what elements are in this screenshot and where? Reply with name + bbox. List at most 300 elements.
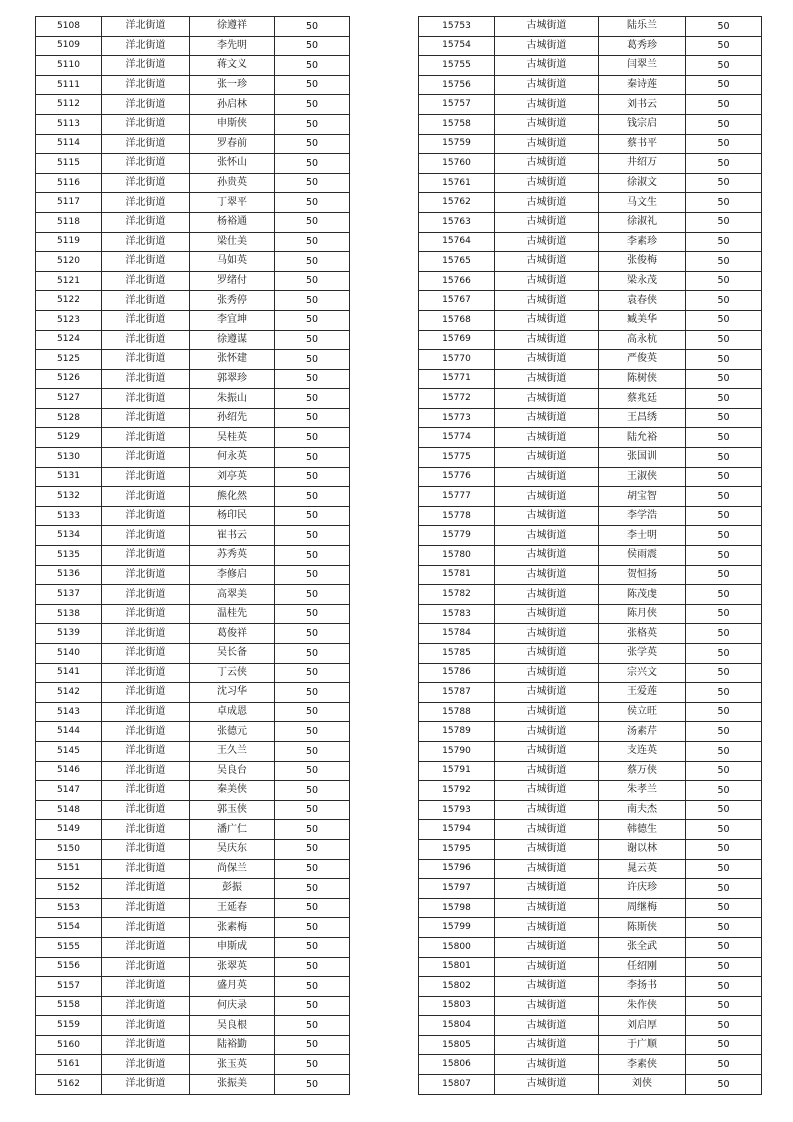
record-id-cell: 15754 [419, 36, 495, 56]
district-cell: 古城街道 [495, 683, 599, 703]
name-cell: 周继梅 [599, 898, 686, 918]
name-cell: 胡宝智 [599, 487, 686, 507]
table-row [419, 761, 762, 781]
name-cell: 许庆珍 [599, 879, 686, 899]
amount-cell: 50 [686, 996, 762, 1016]
record-id-cell: 15802 [419, 977, 495, 997]
record-id-cell: 5155 [36, 937, 102, 957]
name-cell: 侯雨震 [599, 546, 686, 566]
amount-cell: 50 [275, 1075, 350, 1095]
amount-cell: 50 [686, 173, 762, 193]
name-cell: 潘广仁 [190, 820, 275, 840]
table-row [419, 428, 762, 448]
district-cell: 古城街道 [495, 232, 599, 252]
table-row [419, 408, 762, 428]
table-row [36, 56, 350, 76]
table-row [36, 957, 350, 977]
amount-cell: 50 [275, 448, 350, 468]
record-id-cell: 15781 [419, 565, 495, 585]
amount-cell: 50 [686, 918, 762, 938]
amount-cell: 50 [275, 839, 350, 859]
table-row [419, 977, 762, 997]
table-row [419, 291, 762, 311]
district-cell: 洋北街道 [102, 134, 190, 154]
table-row [419, 526, 762, 546]
district-cell: 洋北街道 [102, 350, 190, 370]
name-cell: 陈斯侠 [599, 918, 686, 938]
district-cell: 洋北街道 [102, 879, 190, 899]
table-row [419, 36, 762, 56]
record-id-cell: 5147 [36, 781, 102, 801]
name-cell: 张学英 [599, 644, 686, 664]
name-cell: 王淑侠 [599, 467, 686, 487]
table-row [36, 369, 350, 389]
name-cell: 秦美侠 [190, 781, 275, 801]
record-id-cell: 5138 [36, 604, 102, 624]
record-id-cell: 15765 [419, 252, 495, 272]
amount-cell: 50 [686, 330, 762, 350]
amount-cell: 50 [275, 506, 350, 526]
table-row [36, 879, 350, 899]
name-cell: 陈月侠 [599, 604, 686, 624]
record-id-cell: 5158 [36, 996, 102, 1016]
name-cell: 严俊英 [599, 350, 686, 370]
amount-cell: 50 [275, 800, 350, 820]
name-cell: 罗绪付 [190, 271, 275, 291]
record-id-cell: 15799 [419, 918, 495, 938]
table-row [36, 36, 350, 56]
district-cell: 洋北街道 [102, 1075, 190, 1095]
record-id-cell: 15782 [419, 585, 495, 605]
amount-cell: 50 [275, 114, 350, 134]
amount-cell: 50 [275, 271, 350, 291]
name-cell: 高翠美 [190, 585, 275, 605]
record-id-cell: 5161 [36, 1055, 102, 1075]
record-id-cell: 15807 [419, 1075, 495, 1095]
table-row [419, 937, 762, 957]
record-id-cell: 5108 [36, 17, 102, 37]
district-cell: 洋北街道 [102, 154, 190, 174]
record-id-cell: 5110 [36, 56, 102, 76]
name-cell: 徐淑文 [599, 173, 686, 193]
amount-cell: 50 [686, 820, 762, 840]
amount-cell: 50 [686, 977, 762, 997]
district-cell: 古城街道 [495, 506, 599, 526]
district-cell: 洋北街道 [102, 898, 190, 918]
table-row [36, 448, 350, 468]
record-id-cell: 15798 [419, 898, 495, 918]
district-cell: 洋北街道 [102, 604, 190, 624]
name-cell: 陈茂虔 [599, 585, 686, 605]
district-cell: 洋北街道 [102, 644, 190, 664]
table-row [419, 310, 762, 330]
amount-cell: 50 [686, 487, 762, 507]
table-row [419, 722, 762, 742]
name-cell: 张振美 [190, 1075, 275, 1095]
district-cell: 古城街道 [495, 644, 599, 664]
record-id-cell: 5139 [36, 624, 102, 644]
name-cell: 沈习华 [190, 683, 275, 703]
amount-cell: 50 [686, 232, 762, 252]
amount-cell: 50 [275, 389, 350, 409]
district-cell: 古城街道 [495, 722, 599, 742]
record-id-cell: 15777 [419, 487, 495, 507]
table-row [419, 585, 762, 605]
table-row [419, 506, 762, 526]
table-row [36, 1035, 350, 1055]
name-cell: 侯立旺 [599, 702, 686, 722]
name-cell: 马文生 [599, 193, 686, 213]
table-row [419, 741, 762, 761]
district-cell: 洋北街道 [102, 232, 190, 252]
amount-cell: 50 [275, 75, 350, 95]
amount-cell: 50 [275, 781, 350, 801]
amount-cell: 50 [275, 565, 350, 585]
district-cell: 洋北街道 [102, 173, 190, 193]
amount-cell: 50 [686, 683, 762, 703]
record-id-cell: 5119 [36, 232, 102, 252]
record-id-cell: 15773 [419, 408, 495, 428]
name-cell: 张素梅 [190, 918, 275, 938]
record-id-cell: 15760 [419, 154, 495, 174]
table-row [36, 193, 350, 213]
amount-cell: 50 [686, 134, 762, 154]
table-row [419, 683, 762, 703]
table-row [419, 193, 762, 213]
table-row [36, 95, 350, 115]
record-id-cell: 5123 [36, 310, 102, 330]
table-row [36, 996, 350, 1016]
roster-table-left [35, 16, 350, 1095]
record-id-cell: 15803 [419, 996, 495, 1016]
name-cell: 汤素芹 [599, 722, 686, 742]
district-cell: 洋北街道 [102, 114, 190, 134]
name-cell: 熊化然 [190, 487, 275, 507]
record-id-cell: 5160 [36, 1035, 102, 1055]
amount-cell: 50 [275, 134, 350, 154]
district-cell: 洋北街道 [102, 800, 190, 820]
amount-cell: 50 [686, 369, 762, 389]
district-cell: 古城街道 [495, 1055, 599, 1075]
record-id-cell: 5132 [36, 487, 102, 507]
district-cell: 古城街道 [495, 820, 599, 840]
district-cell: 古城街道 [495, 252, 599, 272]
table-row [419, 212, 762, 232]
record-id-cell: 5134 [36, 526, 102, 546]
table-row [36, 487, 350, 507]
table-row [36, 467, 350, 487]
amount-cell: 50 [275, 291, 350, 311]
name-cell: 杨裕通 [190, 212, 275, 232]
table-row [419, 232, 762, 252]
table-row [36, 839, 350, 859]
amount-cell: 50 [275, 487, 350, 507]
district-cell: 古城街道 [495, 702, 599, 722]
district-cell: 古城街道 [495, 1035, 599, 1055]
district-cell: 古城街道 [495, 487, 599, 507]
amount-cell: 50 [686, 389, 762, 409]
table-row [419, 56, 762, 76]
district-cell: 古城街道 [495, 369, 599, 389]
amount-cell: 50 [686, 761, 762, 781]
record-id-cell: 5150 [36, 839, 102, 859]
district-cell: 古城街道 [495, 800, 599, 820]
record-id-cell: 5115 [36, 154, 102, 174]
name-cell: 马如英 [190, 252, 275, 272]
record-id-cell: 5120 [36, 252, 102, 272]
name-cell: 吴桂英 [190, 428, 275, 448]
name-cell: 臧美华 [599, 310, 686, 330]
amount-cell: 50 [686, 350, 762, 370]
table-row [419, 1075, 762, 1095]
amount-cell: 50 [275, 212, 350, 232]
district-cell: 古城街道 [495, 310, 599, 330]
name-cell: 张全武 [599, 937, 686, 957]
amount-cell: 50 [686, 741, 762, 761]
name-cell: 蒋文义 [190, 56, 275, 76]
name-cell: 李先明 [190, 36, 275, 56]
record-id-cell: 15805 [419, 1035, 495, 1055]
table-row [36, 271, 350, 291]
district-cell: 古城街道 [495, 36, 599, 56]
name-cell: 宗兴文 [599, 663, 686, 683]
district-cell: 古城街道 [495, 330, 599, 350]
amount-cell: 50 [686, 722, 762, 742]
table-row [36, 232, 350, 252]
table-row [419, 800, 762, 820]
record-id-cell: 5133 [36, 506, 102, 526]
table-row [36, 663, 350, 683]
table-row [36, 624, 350, 644]
name-cell: 张一珍 [190, 75, 275, 95]
district-cell: 洋北街道 [102, 937, 190, 957]
table-row [419, 17, 762, 37]
district-cell: 古城街道 [495, 781, 599, 801]
table-row [36, 918, 350, 938]
name-cell: 盛月英 [190, 977, 275, 997]
district-cell: 洋北街道 [102, 741, 190, 761]
name-cell: 张翠英 [190, 957, 275, 977]
name-cell: 张玉英 [190, 1055, 275, 1075]
name-cell: 王延春 [190, 898, 275, 918]
record-id-cell: 5140 [36, 644, 102, 664]
district-cell: 古城街道 [495, 604, 599, 624]
table-row [419, 879, 762, 899]
district-cell: 洋北街道 [102, 859, 190, 879]
record-id-cell: 5128 [36, 408, 102, 428]
name-cell: 郭玉侠 [190, 800, 275, 820]
name-cell: 张俊梅 [599, 252, 686, 272]
district-cell: 洋北街道 [102, 1016, 190, 1036]
district-cell: 古城街道 [495, 448, 599, 468]
table-row [36, 154, 350, 174]
district-cell: 古城街道 [495, 271, 599, 291]
amount-cell: 50 [275, 722, 350, 742]
name-cell: 申斯侠 [190, 114, 275, 134]
record-id-cell: 15767 [419, 291, 495, 311]
amount-cell: 50 [275, 56, 350, 76]
record-id-cell: 5131 [36, 467, 102, 487]
name-cell: 韩德生 [599, 820, 686, 840]
record-id-cell: 5153 [36, 898, 102, 918]
record-id-cell: 5126 [36, 369, 102, 389]
table-row [419, 389, 762, 409]
record-id-cell: 15774 [419, 428, 495, 448]
district-cell: 古城街道 [495, 428, 599, 448]
amount-cell: 50 [275, 350, 350, 370]
record-id-cell: 15755 [419, 56, 495, 76]
amount-cell: 50 [686, 546, 762, 566]
table-row [36, 604, 350, 624]
amount-cell: 50 [686, 95, 762, 115]
name-cell: 吴良台 [190, 761, 275, 781]
record-id-cell: 15757 [419, 95, 495, 115]
table-row [419, 820, 762, 840]
table-row [36, 565, 350, 585]
amount-cell: 50 [275, 252, 350, 272]
table-row [36, 800, 350, 820]
name-cell: 袁春侠 [599, 291, 686, 311]
record-id-cell: 5151 [36, 859, 102, 879]
record-id-cell: 5157 [36, 977, 102, 997]
table-row [36, 173, 350, 193]
name-cell: 何庆录 [190, 996, 275, 1016]
record-id-cell: 5145 [36, 741, 102, 761]
name-cell: 张怀建 [190, 350, 275, 370]
record-id-cell: 15806 [419, 1055, 495, 1075]
table-row [419, 702, 762, 722]
table-row [419, 1016, 762, 1036]
district-cell: 洋北街道 [102, 75, 190, 95]
table-row [36, 722, 350, 742]
name-cell: 崔书云 [190, 526, 275, 546]
amount-cell: 50 [275, 702, 350, 722]
table-row [36, 506, 350, 526]
district-cell: 洋北街道 [102, 585, 190, 605]
table-row [419, 663, 762, 683]
record-id-cell: 5111 [36, 75, 102, 95]
table-row [36, 310, 350, 330]
amount-cell: 50 [686, 408, 762, 428]
name-cell: 何永英 [190, 448, 275, 468]
district-cell: 古城街道 [495, 546, 599, 566]
district-cell: 洋北街道 [102, 506, 190, 526]
name-cell: 孙贵英 [190, 173, 275, 193]
record-id-cell: 5141 [36, 663, 102, 683]
record-id-cell: 5146 [36, 761, 102, 781]
amount-cell: 50 [275, 408, 350, 428]
record-id-cell: 15793 [419, 800, 495, 820]
table-row [36, 1016, 350, 1036]
record-id-cell: 5135 [36, 546, 102, 566]
name-cell: 孙启林 [190, 95, 275, 115]
record-id-cell: 5159 [36, 1016, 102, 1036]
district-cell: 洋北街道 [102, 722, 190, 742]
district-cell: 古城街道 [495, 957, 599, 977]
district-cell: 古城街道 [495, 193, 599, 213]
table-row [36, 17, 350, 37]
table-row [419, 1055, 762, 1075]
table-row [36, 585, 350, 605]
amount-cell: 50 [686, 957, 762, 977]
amount-cell: 50 [275, 761, 350, 781]
amount-cell: 50 [686, 506, 762, 526]
amount-cell: 50 [275, 918, 350, 938]
table-row [419, 898, 762, 918]
record-id-cell: 15785 [419, 644, 495, 664]
amount-cell: 50 [686, 859, 762, 879]
amount-cell: 50 [686, 17, 762, 37]
amount-cell: 50 [686, 271, 762, 291]
amount-cell: 50 [686, 1055, 762, 1075]
district-cell: 洋北街道 [102, 448, 190, 468]
district-cell: 洋北街道 [102, 271, 190, 291]
amount-cell: 50 [686, 193, 762, 213]
name-cell: 丁翠平 [190, 193, 275, 213]
table-row [419, 350, 762, 370]
record-id-cell: 5125 [36, 350, 102, 370]
amount-cell: 50 [275, 310, 350, 330]
record-id-cell: 15761 [419, 173, 495, 193]
record-id-cell: 5148 [36, 800, 102, 820]
table-row [419, 859, 762, 879]
amount-cell: 50 [275, 428, 350, 448]
district-cell: 洋北街道 [102, 487, 190, 507]
table-row [419, 565, 762, 585]
name-cell: 卓成恩 [190, 702, 275, 722]
table-row [36, 330, 350, 350]
district-cell: 洋北街道 [102, 546, 190, 566]
record-id-cell: 5121 [36, 271, 102, 291]
district-cell: 古城街道 [495, 898, 599, 918]
table-row [419, 487, 762, 507]
record-id-cell: 15783 [419, 604, 495, 624]
district-cell: 洋北街道 [102, 212, 190, 232]
amount-cell: 50 [686, 448, 762, 468]
name-cell: 陆乐兰 [599, 17, 686, 37]
amount-cell: 50 [686, 56, 762, 76]
amount-cell: 50 [275, 154, 350, 174]
name-cell: 刘书云 [599, 95, 686, 115]
table-row [36, 741, 350, 761]
record-id-cell: 5117 [36, 193, 102, 213]
table-row [36, 291, 350, 311]
record-id-cell: 5136 [36, 565, 102, 585]
name-cell: 南夫杰 [599, 800, 686, 820]
record-id-cell: 15759 [419, 134, 495, 154]
district-cell: 古城街道 [495, 879, 599, 899]
table-row [36, 114, 350, 134]
table-row [419, 154, 762, 174]
table-row [36, 1055, 350, 1075]
name-cell: 徐淑礼 [599, 212, 686, 232]
record-id-cell: 5113 [36, 114, 102, 134]
name-cell: 李素侠 [599, 1055, 686, 1075]
record-id-cell: 5143 [36, 702, 102, 722]
table-row [36, 820, 350, 840]
table-row [36, 683, 350, 703]
district-cell: 古城街道 [495, 17, 599, 37]
district-cell: 古城街道 [495, 95, 599, 115]
amount-cell: 50 [275, 820, 350, 840]
district-cell: 古城街道 [495, 212, 599, 232]
amount-cell: 50 [686, 36, 762, 56]
name-cell: 李扬书 [599, 977, 686, 997]
district-cell: 洋北街道 [102, 1055, 190, 1075]
name-cell: 井绍万 [599, 154, 686, 174]
record-id-cell: 15763 [419, 212, 495, 232]
district-cell: 古城街道 [495, 565, 599, 585]
